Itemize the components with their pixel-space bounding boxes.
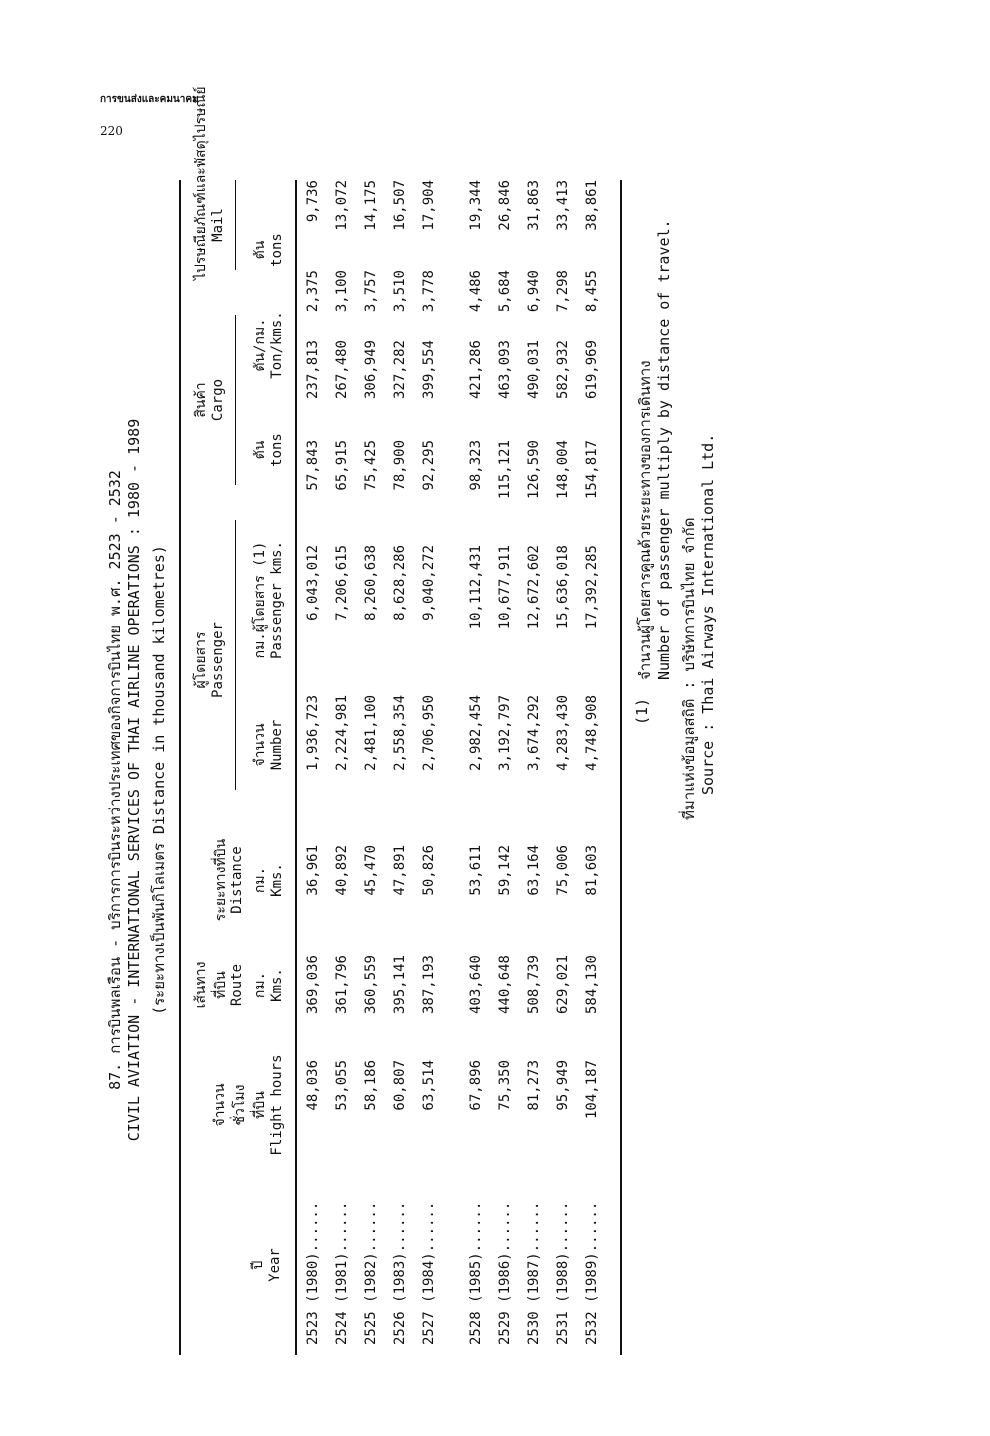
table-cell-ctonkm: 463,093 (497, 340, 513, 400)
table-cell-ctonkm: 582,932 (555, 340, 571, 400)
source-english: Source : Thai Airways International Ltd. (699, 433, 717, 795)
table-cell-ctonkm: 619,969 (584, 340, 600, 400)
table-cell-pkm: 12,672,602 (526, 545, 542, 630)
table-cell-pnum: 3,192,797 (497, 695, 513, 771)
table-cell-distance: 63,164 (526, 845, 542, 896)
header-passenger-km-english: Passenger kms. (269, 541, 285, 660)
page-number: 220 (100, 124, 123, 138)
table-cell-pnum: 2,558,354 (392, 695, 408, 771)
table-cell-distance: 45,470 (363, 845, 379, 896)
table-cell-ctonkm: 490,031 (526, 340, 542, 400)
source-thai: ที่มาแห่งข้อมูลสถิติ : บริษัทการบินไทย จำกัด (680, 517, 698, 820)
cargo-group-rule (235, 315, 236, 485)
table-cell-pnum: 2,706,950 (421, 695, 437, 771)
table-cell-mton: 5,684 (497, 270, 513, 313)
table-cell-pkm: 8,628,286 (392, 545, 408, 621)
table-cell-route: 387,193 (421, 955, 437, 1015)
table-cell-mtonkm: 19,344 (468, 180, 484, 231)
table-cell-pnum: 2,982,454 (468, 695, 484, 771)
header-flight-thai-1: จำนวน (212, 1083, 228, 1127)
table-cell-ctonkm: 237,813 (305, 340, 321, 400)
header-distance-unit-thai: กม. (252, 866, 268, 894)
footnote-thai: จำนวนผู้โดยสารคูณด้วยระยะทางของการเดินทาง (636, 360, 654, 680)
header-cargo-english: Cargo (210, 378, 226, 422)
table-cell-year: 2524 (1981)...... (334, 1201, 350, 1345)
header-flight-thai-3: ที่บิน (252, 1091, 268, 1119)
header-flight-thai-2: ชั่วโมง (232, 1084, 248, 1126)
header-cargo-tons-thai: ตัน (252, 440, 268, 460)
table-cell-cton: 98,323 (468, 440, 484, 491)
table-bottom-rule (620, 180, 622, 1355)
header-mail-thai: ไปรษณียภัณฑ์และพัสดุไปรษณีย์ (193, 86, 209, 280)
table-cell-year: 2523 (1980)...... (305, 1201, 321, 1345)
table-cell-pkm: 7,206,615 (334, 545, 350, 621)
table-cell-year: 2525 (1982)...... (363, 1201, 379, 1345)
table-cell-mton: 3,778 (421, 270, 437, 313)
table-cell-year: 2527 (1984)...... (421, 1201, 437, 1345)
table-cell-year: 2529 (1986)...... (497, 1201, 513, 1345)
header-mail-tons-english: tons (269, 233, 285, 267)
table-cell-pnum: 4,283,430 (555, 695, 571, 771)
table-cell-cton: 148,004 (555, 440, 571, 500)
header-distance-english: Distance (229, 846, 245, 914)
page-section-label: การขนส่งและคมนาคม (100, 94, 199, 105)
table-cell-distance: 53,611 (468, 845, 484, 896)
table-cell-flight: 67,896 (468, 1060, 484, 1111)
table-cell-cton: 126,590 (526, 440, 542, 500)
table-cell-year: 2530 (1987)...... (526, 1201, 542, 1345)
header-passenger-english: Passenger (210, 622, 226, 698)
table-cell-flight: 81,273 (526, 1060, 542, 1111)
table-cell-mton: 3,757 (363, 270, 379, 313)
header-mail-english: Mail (210, 208, 226, 242)
table-cell-pkm: 10,112,431 (468, 545, 484, 630)
table-cell-cton: 78,900 (392, 440, 408, 491)
table-cell-route: 369,036 (305, 955, 321, 1015)
table-cell-pkm: 17,392,285 (584, 545, 600, 630)
table-cell-mtonkm: 14,175 (363, 180, 379, 231)
table-cell-cton: 65,915 (334, 440, 350, 491)
table-cell-mton: 2,375 (305, 270, 321, 313)
table-cell-route: 584,130 (584, 955, 600, 1015)
table-cell-ctonkm: 421,286 (468, 340, 484, 400)
table-cell-cton: 57,843 (305, 440, 321, 491)
header-flight-english: Flight hours (269, 1054, 285, 1156)
table-cell-distance: 50,826 (421, 845, 437, 896)
table-cell-pnum: 1,936,723 (305, 695, 321, 771)
table-cell-flight: 60,807 (392, 1060, 408, 1111)
table-cell-flight: 48,036 (305, 1060, 321, 1111)
table-cell-mton: 3,510 (392, 270, 408, 313)
table-cell-route: 361,796 (334, 955, 350, 1015)
table-cell-ctonkm: 306,949 (363, 340, 379, 400)
table-cell-cton: 154,817 (584, 440, 600, 500)
table-cell-year: 2532 (1989)...... (584, 1201, 600, 1345)
passenger-group-rule (235, 520, 236, 790)
table-cell-flight: 53,055 (334, 1060, 350, 1111)
table-cell-flight: 58,186 (363, 1060, 379, 1111)
table-cell-mtonkm: 16,507 (392, 180, 408, 231)
mail-group-rule (235, 180, 236, 270)
table-cell-pnum: 2,224,981 (334, 695, 350, 771)
table-cell-route: 440,648 (497, 955, 513, 1015)
header-distance-thai: ระยะทางที่บิน (213, 838, 229, 922)
table-cell-ctonkm: 399,554 (421, 340, 437, 400)
table-cell-route: 395,141 (392, 955, 408, 1015)
header-passenger-km-thai: กม.ผู้โดยสาร (1) (252, 541, 268, 659)
footnote-mark: (1) (633, 697, 651, 725)
table-cell-mtonkm: 13,072 (334, 180, 350, 231)
header-bottom-rule (295, 180, 297, 1355)
table-cell-cton: 115,121 (497, 440, 513, 500)
table-cell-mton: 7,298 (555, 270, 571, 313)
table-cell-pkm: 8,260,638 (363, 545, 379, 621)
table-cell-pnum: 3,674,292 (526, 695, 542, 771)
table-cell-route: 629,021 (555, 955, 571, 1015)
table-cell-pkm: 15,636,018 (555, 545, 571, 630)
table-cell-pnum: 4,748,908 (584, 695, 600, 771)
table-cell-flight: 75,350 (497, 1060, 513, 1111)
header-cargo-tons-english: tons (269, 433, 285, 467)
table-cell-distance: 81,603 (584, 845, 600, 896)
table-cell-pkm: 6,043,012 (305, 545, 321, 621)
table-cell-year: 2526 (1983)...... (392, 1201, 408, 1345)
header-cargo-tonkm-thai: ตัน/กม. (252, 318, 268, 372)
table-cell-ctonkm: 267,480 (334, 340, 350, 400)
header-distance-unit-english: Kms. (269, 863, 285, 897)
header-year-english: Year (267, 1248, 283, 1282)
table-cell-cton: 92,295 (421, 440, 437, 491)
header-route-thai-1: เส้นทาง (193, 961, 209, 1009)
table-cell-mtonkm: 9,736 (305, 180, 321, 223)
table-cell-mton: 6,940 (526, 270, 542, 313)
table-subtitle: (ระยะทางเป็นพันกิโลเมตร Distance in thousand kilometres) (150, 545, 168, 1015)
footnote-english: Number of passenger multiply by distance of travel. (655, 219, 673, 680)
header-mail-tons-thai: ตัน (252, 240, 268, 260)
table-cell-year: 2528 (1985)...... (468, 1201, 484, 1345)
table-cell-route: 360,559 (363, 955, 379, 1015)
header-cargo-tonkm-english: Ton/kms. (269, 311, 285, 379)
header-year-thai: ปี (250, 1260, 266, 1270)
header-passenger-number-english: Number (269, 719, 285, 771)
header-passenger-number-thai: จำนวน (252, 723, 268, 767)
table-cell-mton: 8,455 (584, 270, 600, 313)
table-cell-mtonkm: 33,413 (555, 180, 571, 231)
table-cell-distance: 59,142 (497, 845, 513, 896)
table-cell-pkm: 10,677,911 (497, 545, 513, 630)
table-cell-flight: 63,514 (421, 1060, 437, 1111)
table-cell-route: 403,640 (468, 955, 484, 1015)
table-cell-mton: 3,100 (334, 270, 350, 313)
header-route-unit-english: Kms. (269, 968, 285, 1002)
table-cell-route: 508,739 (526, 955, 542, 1015)
table-cell-mtonkm: 17,904 (421, 180, 437, 231)
table-cell-mton: 4,486 (468, 270, 484, 313)
table-cell-distance: 36,961 (305, 845, 321, 896)
table-cell-mtonkm: 38,861 (584, 180, 600, 231)
table-cell-flight: 95,949 (555, 1060, 571, 1111)
table-cell-year: 2531 (1988)...... (555, 1201, 571, 1345)
table-cell-distance: 75,006 (555, 845, 571, 896)
header-route-english: Route (229, 963, 245, 1007)
table-cell-distance: 47,891 (392, 845, 408, 896)
table-cell-pnum: 2,481,100 (363, 695, 379, 771)
header-route-unit-thai: กม. (252, 971, 268, 999)
table-cell-distance: 40,892 (334, 845, 350, 896)
table-cell-ctonkm: 327,282 (392, 340, 408, 400)
table-cell-flight: 104,187 (584, 1060, 600, 1120)
title-thai: 87. การบินพลเรือน - บริการการบินระหว่างประเทศของกิจการบินไทย พ.ศ. 2523 - 2532 (106, 470, 124, 1090)
table-cell-mtonkm: 31,863 (526, 180, 542, 231)
header-passenger-thai: ผู้โดยสาร (193, 631, 209, 689)
title-english: CIVIL AVIATION - INTERNATIONAL SERVICES OF THAI AIRLINE OPERATIONS : 1980 - 1989 (125, 418, 143, 1142)
header-route-thai-2: ที่บิน (213, 971, 229, 999)
table-top-rule (179, 180, 181, 1355)
table-cell-pkm: 9,040,272 (421, 545, 437, 621)
table-cell-cton: 75,425 (363, 440, 379, 491)
table-cell-mtonkm: 26,846 (497, 180, 513, 231)
header-cargo-thai: สินค้า (193, 382, 209, 418)
